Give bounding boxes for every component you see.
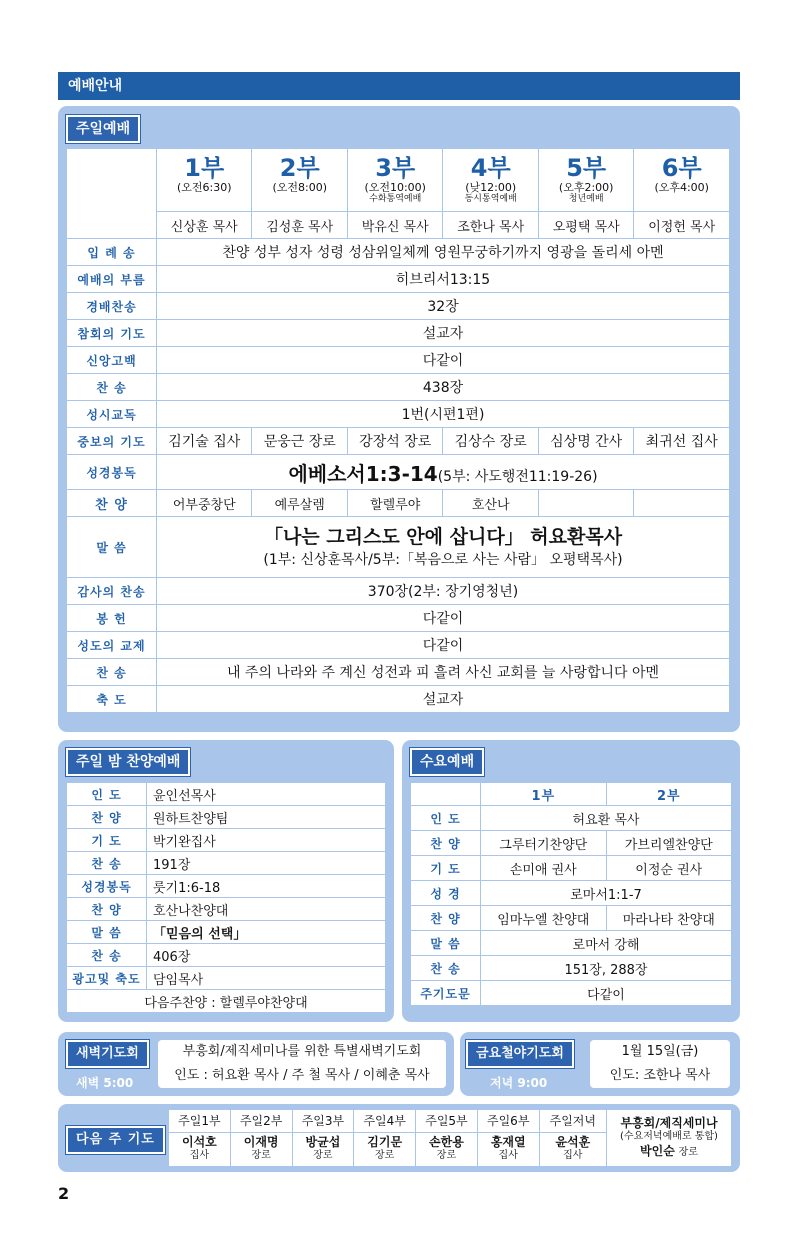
person-title: 집사 (563, 1150, 583, 1162)
choir-cell: 어부중창단 (157, 490, 252, 517)
service-header-row (67, 149, 730, 212)
next-week-person (292, 1132, 354, 1166)
service-col-5 (538, 149, 633, 212)
wednesday-header-blank (411, 783, 481, 806)
order-label: 찬 송 (67, 374, 157, 401)
order-label: 성도의 교제 (67, 632, 157, 659)
service-col-4 (443, 149, 538, 212)
order-row (67, 293, 730, 320)
sunday-worship-panel (58, 106, 740, 732)
service-time: (낮12:00) (465, 181, 517, 194)
person-name: 이재명 (243, 1135, 279, 1150)
revival-note: (수요저녁예배로 통합) (620, 1131, 718, 1142)
service-note: 청년예배 (568, 194, 604, 204)
service-col-2 (252, 149, 347, 212)
person-name: 윤석훈 (555, 1135, 591, 1150)
service-name: 5부 (566, 154, 607, 182)
wednesday-tag: 수요예배 (410, 748, 484, 776)
dawn-prayer-panel (58, 1032, 454, 1096)
person-title: 장로 (436, 1150, 457, 1162)
wednesday-panel (402, 740, 740, 1022)
pastor-cell: 이정헌 목사 (634, 212, 730, 239)
sunday-worship-tag: 주일예배 (66, 115, 140, 143)
order-value: 1번(시편1편) (157, 401, 730, 428)
next-week-tag: 다음 주 기도 (66, 1126, 165, 1154)
wednesday-row (411, 856, 732, 881)
next-week-person (539, 1132, 606, 1166)
person-title: 장로 (251, 1150, 271, 1162)
wednesday-label: 성 경 (411, 881, 481, 906)
evening-footer-row (67, 990, 386, 1013)
revival-title: 부흥회/제직세미나 (620, 1116, 718, 1130)
person-title: 집사 (189, 1150, 210, 1162)
friday-prayer-tag: 금요철야기도회 (466, 1040, 574, 1068)
wednesday-header-row (411, 783, 732, 806)
next-week-prayer-panel (58, 1104, 740, 1172)
friday-prayer-time: 저녁 9:00 (490, 1076, 548, 1090)
wednesday-row (411, 881, 732, 906)
order-row (67, 374, 730, 401)
wednesday-col-1: 1부 (481, 783, 607, 806)
service-note: 동시통역예배 (464, 194, 517, 204)
sunday-evening-panel (58, 740, 394, 1022)
section-title: 예배안내 (68, 78, 123, 94)
person-title: 장로 (313, 1150, 333, 1162)
evening-row (67, 875, 386, 898)
evening-label: 말 씀 (67, 921, 147, 944)
evening-row (67, 921, 386, 944)
next-week-service: 주일1부 (169, 1110, 231, 1133)
order-label: 예배의 부름 (67, 266, 157, 293)
service-name: 3부 (375, 154, 416, 182)
pastor-row (67, 212, 730, 239)
wednesday-row (411, 956, 732, 981)
revival-person-title: 장로 (678, 1147, 698, 1158)
scripture-row (67, 455, 730, 490)
evening-value: 406장 (147, 944, 386, 967)
order-value: 설교자 (157, 686, 730, 713)
order-value: 다같이 (157, 605, 730, 632)
service-col-6 (634, 149, 730, 212)
friday-tag-wrap (466, 1040, 574, 1068)
wednesday-label: 말 씀 (411, 931, 481, 956)
evening-footer: 다음주찬양 : 할렐루야찬양대 (67, 990, 386, 1013)
sunday-evening-tag-wrap (66, 748, 190, 776)
order-value: 설교자 (157, 320, 730, 347)
wednesday-row (411, 906, 732, 931)
wednesday-value: 손미애 권사 (481, 856, 607, 881)
wednesday-value: 로마서1:1-7 (481, 881, 732, 906)
service-note: 수화통역예배 (369, 194, 422, 204)
next-week-service: 주일6부 (477, 1110, 539, 1133)
evening-value: 호산나찬양대 (147, 898, 386, 921)
evening-label: 성경봉독 (67, 875, 147, 898)
pastor-cell: 박유신 목사 (347, 212, 442, 239)
header-blank (67, 149, 157, 239)
choir-cell: 예루살렘 (252, 490, 347, 517)
wednesday-value: 다같이 (481, 981, 732, 1006)
service-name: 6부 (661, 154, 702, 182)
choir-cell: 호산나 (443, 490, 538, 517)
intercessor-cell: 문웅근 장로 (252, 428, 347, 455)
service-name: 4부 (470, 154, 511, 182)
order-row (67, 266, 730, 293)
intercessor-cell: 최귀선 집사 (634, 428, 730, 455)
wednesday-label: 찬 송 (411, 956, 481, 981)
evening-value: 원하트찬양팀 (147, 806, 386, 829)
order-label: 경배찬송 (67, 293, 157, 320)
evening-value: 박기완집사 (147, 829, 386, 852)
next-week-service: 주일4부 (354, 1110, 416, 1133)
intercession-row (67, 428, 730, 455)
next-week-tag-wrap (66, 1126, 165, 1154)
service-col-3 (347, 149, 442, 212)
order-value: 찬양 성부 성자 성령 성삼위일체께 영원무궁하기까지 영광을 돌리세 아멘 (157, 239, 730, 266)
evening-label: 인 도 (67, 783, 147, 806)
wednesday-col-2: 2부 (606, 783, 732, 806)
evening-row (67, 829, 386, 852)
next-week-service: 주일2부 (230, 1110, 292, 1133)
service-time: (오후4:00) (654, 181, 709, 194)
sermon-note: (1부: 신상훈목사/5부:「복음으로 사는 사람」 오평택목사) (263, 552, 623, 568)
order-row (67, 686, 730, 713)
order-value: 히브리서13:15 (157, 266, 730, 293)
scripture-cell (157, 455, 730, 490)
evening-label: 찬 송 (67, 852, 147, 875)
evening-label: 기 도 (67, 829, 147, 852)
order-label: 찬 양 (67, 490, 157, 517)
order-value: 다같이 (157, 632, 730, 659)
order-value: 32장 (157, 293, 730, 320)
scripture-main: 에베소서1:3-14 (288, 461, 438, 486)
wednesday-row (411, 931, 732, 956)
service-time: (오전8:00) (272, 181, 327, 194)
wednesday-table (410, 782, 732, 1006)
next-week-person (477, 1132, 539, 1166)
person-name: 손한용 (429, 1135, 464, 1150)
service-time: (오후2:00) (558, 181, 614, 194)
evening-value: 룻기1:6-18 (147, 875, 386, 898)
wednesday-value: 마라나타 찬양대 (606, 906, 732, 931)
order-label: 성경봉독 (67, 455, 157, 490)
order-row (67, 632, 730, 659)
sunday-evening-table (66, 782, 386, 1013)
wednesday-label: 기 도 (411, 856, 481, 881)
friday-prayer-info (590, 1040, 730, 1088)
wednesday-row (411, 981, 732, 1006)
order-value: 내 주의 나라와 주 계신 성전과 피 흘려 사신 교회를 늘 사랑합니다 아멘 (157, 659, 730, 686)
praise-row (67, 490, 730, 517)
pastor-cell: 신상훈 목사 (157, 212, 252, 239)
next-week-service-row (169, 1110, 732, 1133)
person-name: 홍재열 (490, 1135, 526, 1150)
sunday-worship-table (66, 148, 730, 713)
service-name: 2부 (279, 154, 320, 182)
wednesday-label: 인 도 (411, 806, 481, 831)
wednesday-label: 주기도문 (411, 981, 481, 1006)
pastor-cell: 김성훈 목사 (252, 212, 347, 239)
next-week-person (169, 1132, 231, 1166)
evening-value: 윤인선목사 (147, 783, 386, 806)
order-label: 신앙고백 (67, 347, 157, 374)
friday-prayer-leader: 인도: 조한나 목사 (609, 1068, 711, 1083)
page-number: 2 (58, 1184, 70, 1203)
evening-label: 찬 양 (67, 898, 147, 921)
choir-cell-empty (634, 490, 730, 517)
person-name: 이석호 (181, 1135, 217, 1150)
order-label: 감사의 찬송 (67, 578, 157, 605)
wednesday-value: 그루터기찬양단 (481, 831, 607, 856)
dawn-prayer-time: 새벽 5:00 (76, 1076, 134, 1090)
sermon-cell (157, 517, 730, 578)
pastor-cell: 오평택 목사 (538, 212, 633, 239)
evening-label: 찬 양 (67, 806, 147, 829)
pastor-cell: 조한나 목사 (443, 212, 538, 239)
dawn-prayer-leaders: 인도 : 허요환 목사 / 주 철 목사 / 이혜춘 목사 (174, 1068, 430, 1083)
person-name: 방균섭 (305, 1135, 341, 1150)
friday-prayer-date: 1월 15일(금) (621, 1044, 699, 1059)
order-label: 찬 송 (67, 659, 157, 686)
wednesday-value: 허요환 목사 (481, 806, 732, 831)
next-week-table (168, 1109, 732, 1167)
intercessor-cell: 김기술 집사 (157, 428, 252, 455)
service-name: 1부 (184, 154, 225, 182)
service-time: (오전6:30) (176, 181, 232, 194)
wednesday-value: 151장, 288장 (481, 956, 732, 981)
evening-row (67, 852, 386, 875)
wednesday-row (411, 806, 732, 831)
evening-value: 담임목사 (147, 967, 386, 990)
service-time: (오전10:00) (364, 181, 426, 194)
order-label: 봉 헌 (67, 605, 157, 632)
wednesday-tag-wrap (410, 748, 484, 776)
next-week-person (230, 1132, 292, 1166)
order-row (67, 401, 730, 428)
person-title: 장로 (375, 1150, 395, 1162)
order-row (67, 659, 730, 686)
wednesday-row (411, 831, 732, 856)
section-title-bar (58, 72, 740, 100)
person-name: 김기문 (367, 1135, 403, 1150)
next-week-person (354, 1132, 416, 1166)
evening-label: 광고및 축도 (67, 967, 147, 990)
order-value: 다같이 (157, 347, 730, 374)
order-value: 370장(2부: 장기영청년) (157, 578, 730, 605)
wednesday-value: 로마서 강해 (481, 931, 732, 956)
order-row (67, 320, 730, 347)
next-week-person (416, 1132, 478, 1166)
order-row (67, 578, 730, 605)
order-value: 438장 (157, 374, 730, 401)
sunday-worship-tag-wrap (66, 115, 140, 143)
order-label: 참회의 기도 (67, 320, 157, 347)
revival-name: 박인순 (640, 1144, 675, 1158)
wednesday-value: 가브리엘찬양단 (606, 831, 732, 856)
evening-row (67, 806, 386, 829)
next-week-service: 주일5부 (416, 1110, 478, 1133)
next-week-service: 주일저녁 (539, 1110, 606, 1133)
evening-label: 찬 송 (67, 944, 147, 967)
sermon-title: 「나는 그리스도 안에 삽니다」 허요환목사 (263, 526, 623, 548)
dawn-prayer-tag: 새벽기도회 (66, 1040, 149, 1068)
wednesday-value: 이정순 권사 (606, 856, 732, 881)
dawn-tag-wrap (66, 1040, 149, 1068)
order-label: 성시교독 (67, 401, 157, 428)
choir-cell: 할렐루야 (347, 490, 442, 517)
service-col-1 (157, 149, 252, 212)
dawn-prayer-info (158, 1040, 446, 1088)
evening-value: 191장 (147, 852, 386, 875)
order-row (67, 605, 730, 632)
wednesday-label: 찬 양 (411, 906, 481, 931)
order-row (67, 347, 730, 374)
intercessor-cell: 강장석 장로 (347, 428, 442, 455)
intercessor-cell: 심상명 간사 (538, 428, 633, 455)
choir-cell-empty (538, 490, 633, 517)
evening-row (67, 898, 386, 921)
evening-value: 「믿음의 선택」 (147, 921, 386, 944)
evening-row (67, 967, 386, 990)
wednesday-value: 임마누엘 찬양대 (481, 906, 607, 931)
order-label: 축 도 (67, 686, 157, 713)
order-label: 중보의 기도 (67, 428, 157, 455)
dawn-prayer-title: 부흥회/제직세미나를 위한 특별새벽기도회 (182, 1044, 422, 1059)
person-title: 집사 (498, 1150, 518, 1162)
wednesday-label: 찬 양 (411, 831, 481, 856)
sermon-row (67, 517, 730, 578)
next-week-revival-cell (607, 1110, 732, 1167)
order-label: 입 례 송 (67, 239, 157, 266)
order-label: 말 씀 (67, 517, 157, 578)
scripture-sub: (5부: 사도행전11:19-26) (437, 468, 598, 485)
next-week-service: 주일3부 (292, 1110, 354, 1133)
intercessor-cell: 김상수 장로 (443, 428, 538, 455)
friday-prayer-panel (460, 1032, 740, 1096)
evening-row (67, 944, 386, 967)
order-row (67, 239, 730, 266)
evening-row (67, 783, 386, 806)
sunday-evening-tag: 주일 밤 찬양예배 (66, 748, 190, 776)
